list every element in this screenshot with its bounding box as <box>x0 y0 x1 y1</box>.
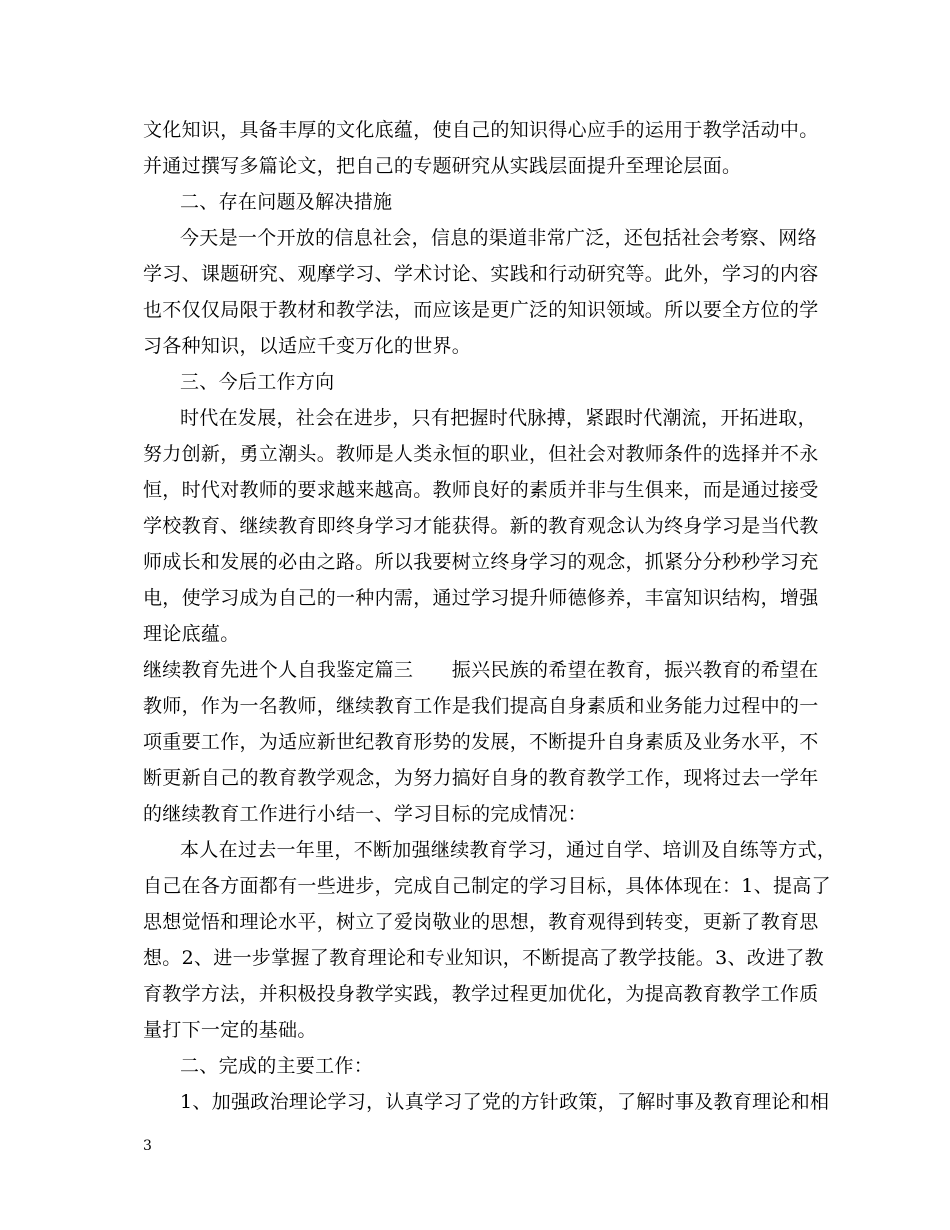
text-line: 习各种知识，以适应千变万化的世界。 <box>143 335 472 357</box>
section-heading: 二、完成的主要工作： <box>180 1055 374 1077</box>
text-line: 时代在发展，社会在进步，只有把握时代脉搏，紧跟时代潮流，开拓进取， <box>180 407 817 429</box>
text-line: 努力创新，勇立潮头。教师是人类永恒的职业，但社会对教师条件的选择并不永 <box>143 443 819 465</box>
text-line: 本人在过去一年里，不断加强继续教育学习，通过自学、培训及自练等方式， <box>180 839 837 861</box>
text-line: 自己在各方面都有一些进步，完成自己制定的学习目标，具体体现在：1、提高了 <box>143 875 831 897</box>
section-heading: 二、存在问题及解决措施 <box>180 191 393 213</box>
page-number: 3 <box>143 1138 152 1154</box>
text-line: 教师，作为一名教师，继续教育工作是我们提高自身素质和业务能力过程中的一 <box>143 695 819 717</box>
text-line: 育教学方法，并积极投身教学实践，教学过程更加优化，为提高教育教学工作质 <box>143 983 819 1005</box>
text-line: 恒，时代对教师的要求越来越高。教师良好的素质并非与生俱来，而是通过接受 <box>143 479 819 501</box>
text-line: 电，使学习成为自己的一种内需，通过学习提升师德修养，丰富知识结构，增强 <box>143 587 819 609</box>
text-line: 断更新自己的教育教学观念，为努力搞好自身的教育教学工作，现将过去一学年 <box>143 767 819 789</box>
text-line: 的继续教育工作进行小结一、学习目标的完成情况： <box>143 803 587 825</box>
text-line: 师成长和发展的必由之路。所以我要树立终身学习的观念，抓紧分分秒秒学习充 <box>143 551 819 573</box>
text-line: 学习、课题研究、观摩学习、学术讨论、实践和行动研究等。此外，学习的内容 <box>143 263 819 285</box>
text-line: 并通过撰写多篇论文，把自己的专题研究从实践层面提升至理论层面。 <box>143 155 742 177</box>
text-line: 今天是一个开放的信息社会，信息的渠道非常广泛，还包括社会考察、网络 <box>180 227 817 249</box>
text-line: 学校教育、继续教育即终身学习才能获得。新的教育观念认为终身学习是当代教 <box>143 515 819 537</box>
text-line: 项重要工作，为适应新世纪教育形势的发展，不断提升自身素质及业务水平，不 <box>143 731 819 753</box>
section-heading: 三、今后工作方向 <box>180 371 335 393</box>
text-line: 1、加强政治理论学习，认真学习了党的方针政策，了解时事及教育理论和相 <box>180 1091 830 1113</box>
text-line: 文化知识，具备丰厚的文化底蕴，使自己的知识得心应手的运用于教学活动中。 <box>143 119 819 141</box>
text-line: 思想觉悟和理论水平，树立了爱岗敬业的思想，教育观得到转变，更新了教育思 <box>143 911 819 933</box>
text-line: 理论底蕴。 <box>143 623 240 645</box>
text-line: 想。2、进一步掌握了教育理论和专业知识，不断提高了教学技能。3、改进了教 <box>143 947 824 969</box>
text-line: 也不仅仅局限于教材和教学法，而应该是更广泛的知识领域。所以要全方位的学 <box>143 299 819 321</box>
article-title-line: 继续教育先进个人自我鉴定篇三 振兴民族的希望在教育，振兴教育的希望在 <box>143 659 819 681</box>
text-line: 量打下一定的基础。 <box>143 1019 317 1041</box>
